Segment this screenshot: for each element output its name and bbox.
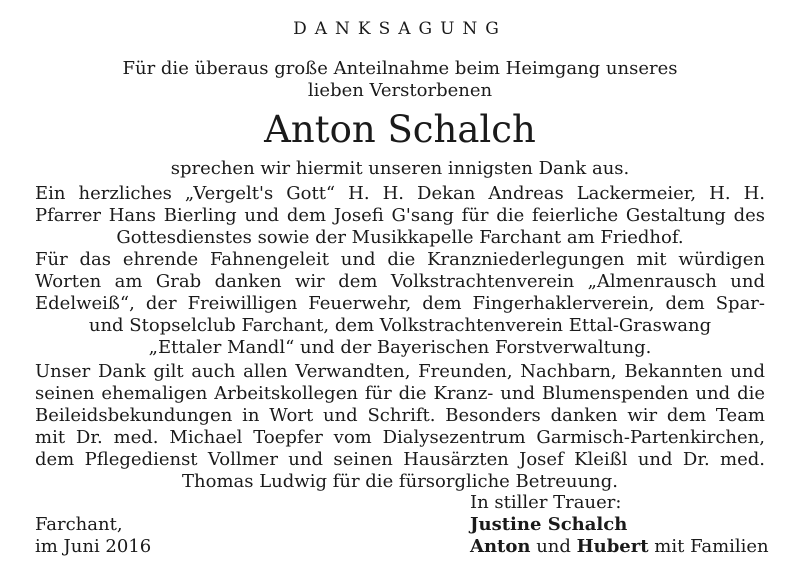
paragraph2-line: und Stopselclub Farchant, dem Volkstrachtenverein Ettal-Graswang bbox=[88, 315, 712, 336]
signer-anton: Anton bbox=[470, 536, 531, 557]
paragraph3-line: dem Pflegedienst Vollmer und seinen Hausärzten Josef Kleißl und Dr. med. bbox=[35, 449, 765, 470]
paragraph3-line: seinen ehemaligen Arbeitskollegen für die Kranz- und Blumenspenden und die bbox=[35, 383, 765, 404]
signer-and: und bbox=[530, 536, 577, 557]
paragraph2-line: Für das ehrende Fahnengeleit und die Kranzniederlegungen mit würdigen bbox=[35, 249, 765, 270]
paragraph3-line: Thomas Ludwig für die fürsorgliche Betreuung. bbox=[182, 471, 618, 492]
mourning-label: In stiller Trauer: bbox=[470, 492, 622, 513]
paragraph1-line: Gottesdienstes sowie der Musikkapelle Farchant am Friedhof. bbox=[116, 227, 684, 248]
signer-justine: Justine Schalch bbox=[470, 514, 628, 535]
deceased-name: Anton Schalch bbox=[264, 108, 536, 151]
paragraph2-line: „Ettaler Mandl“ und der Bayerischen Forstverwaltung. bbox=[148, 337, 652, 358]
thanks-line: sprechen wir hiermit unseren innigsten Dank aus. bbox=[170, 158, 630, 179]
paragraph3-line: Beileidsbekundungen in Wort und Schrift. Besonders danken wir dem Team bbox=[35, 405, 765, 426]
paragraph3-line: Unser Dank gilt auch allen Verwandten, Freunden, Nachbarn, Bekannten und bbox=[35, 361, 765, 382]
date: im Juni 2016 bbox=[35, 536, 152, 557]
intro-line: lieben Verstorbenen bbox=[307, 80, 493, 101]
signer-family bbox=[470, 536, 769, 558]
signer-hubert: Hubert bbox=[576, 536, 649, 557]
paragraph3-line: mit Dr. med. Michael Toepfer vom Dialysezentrum Garmisch-Partenkirchen, bbox=[35, 427, 765, 448]
signer-families: mit Familien bbox=[648, 536, 769, 557]
paragraph2-line: Worten am Grab danken wir dem Volkstrachtenverein „Almenrausch und bbox=[35, 271, 765, 292]
place: Farchant, bbox=[35, 514, 123, 535]
paragraph1-line: Pfarrer Hans Bierling und dem Josefi G'sang für die feierliche Gestaltung des bbox=[35, 205, 765, 226]
intro-line: Für die überaus große Anteilnahme beim Heimgang unseres bbox=[122, 58, 678, 79]
paragraph2-line: Edelweiß“, der Freiwilligen Feuerwehr, dem Fingerhaklerverein, dem Spar- bbox=[35, 293, 765, 314]
paragraph1-line: Ein herzliches „Vergelt's Gott“ H. H. Dekan Andreas Lackermeier, H. H. bbox=[35, 183, 765, 204]
notice-heading: DANKSAGUNG bbox=[293, 19, 507, 39]
